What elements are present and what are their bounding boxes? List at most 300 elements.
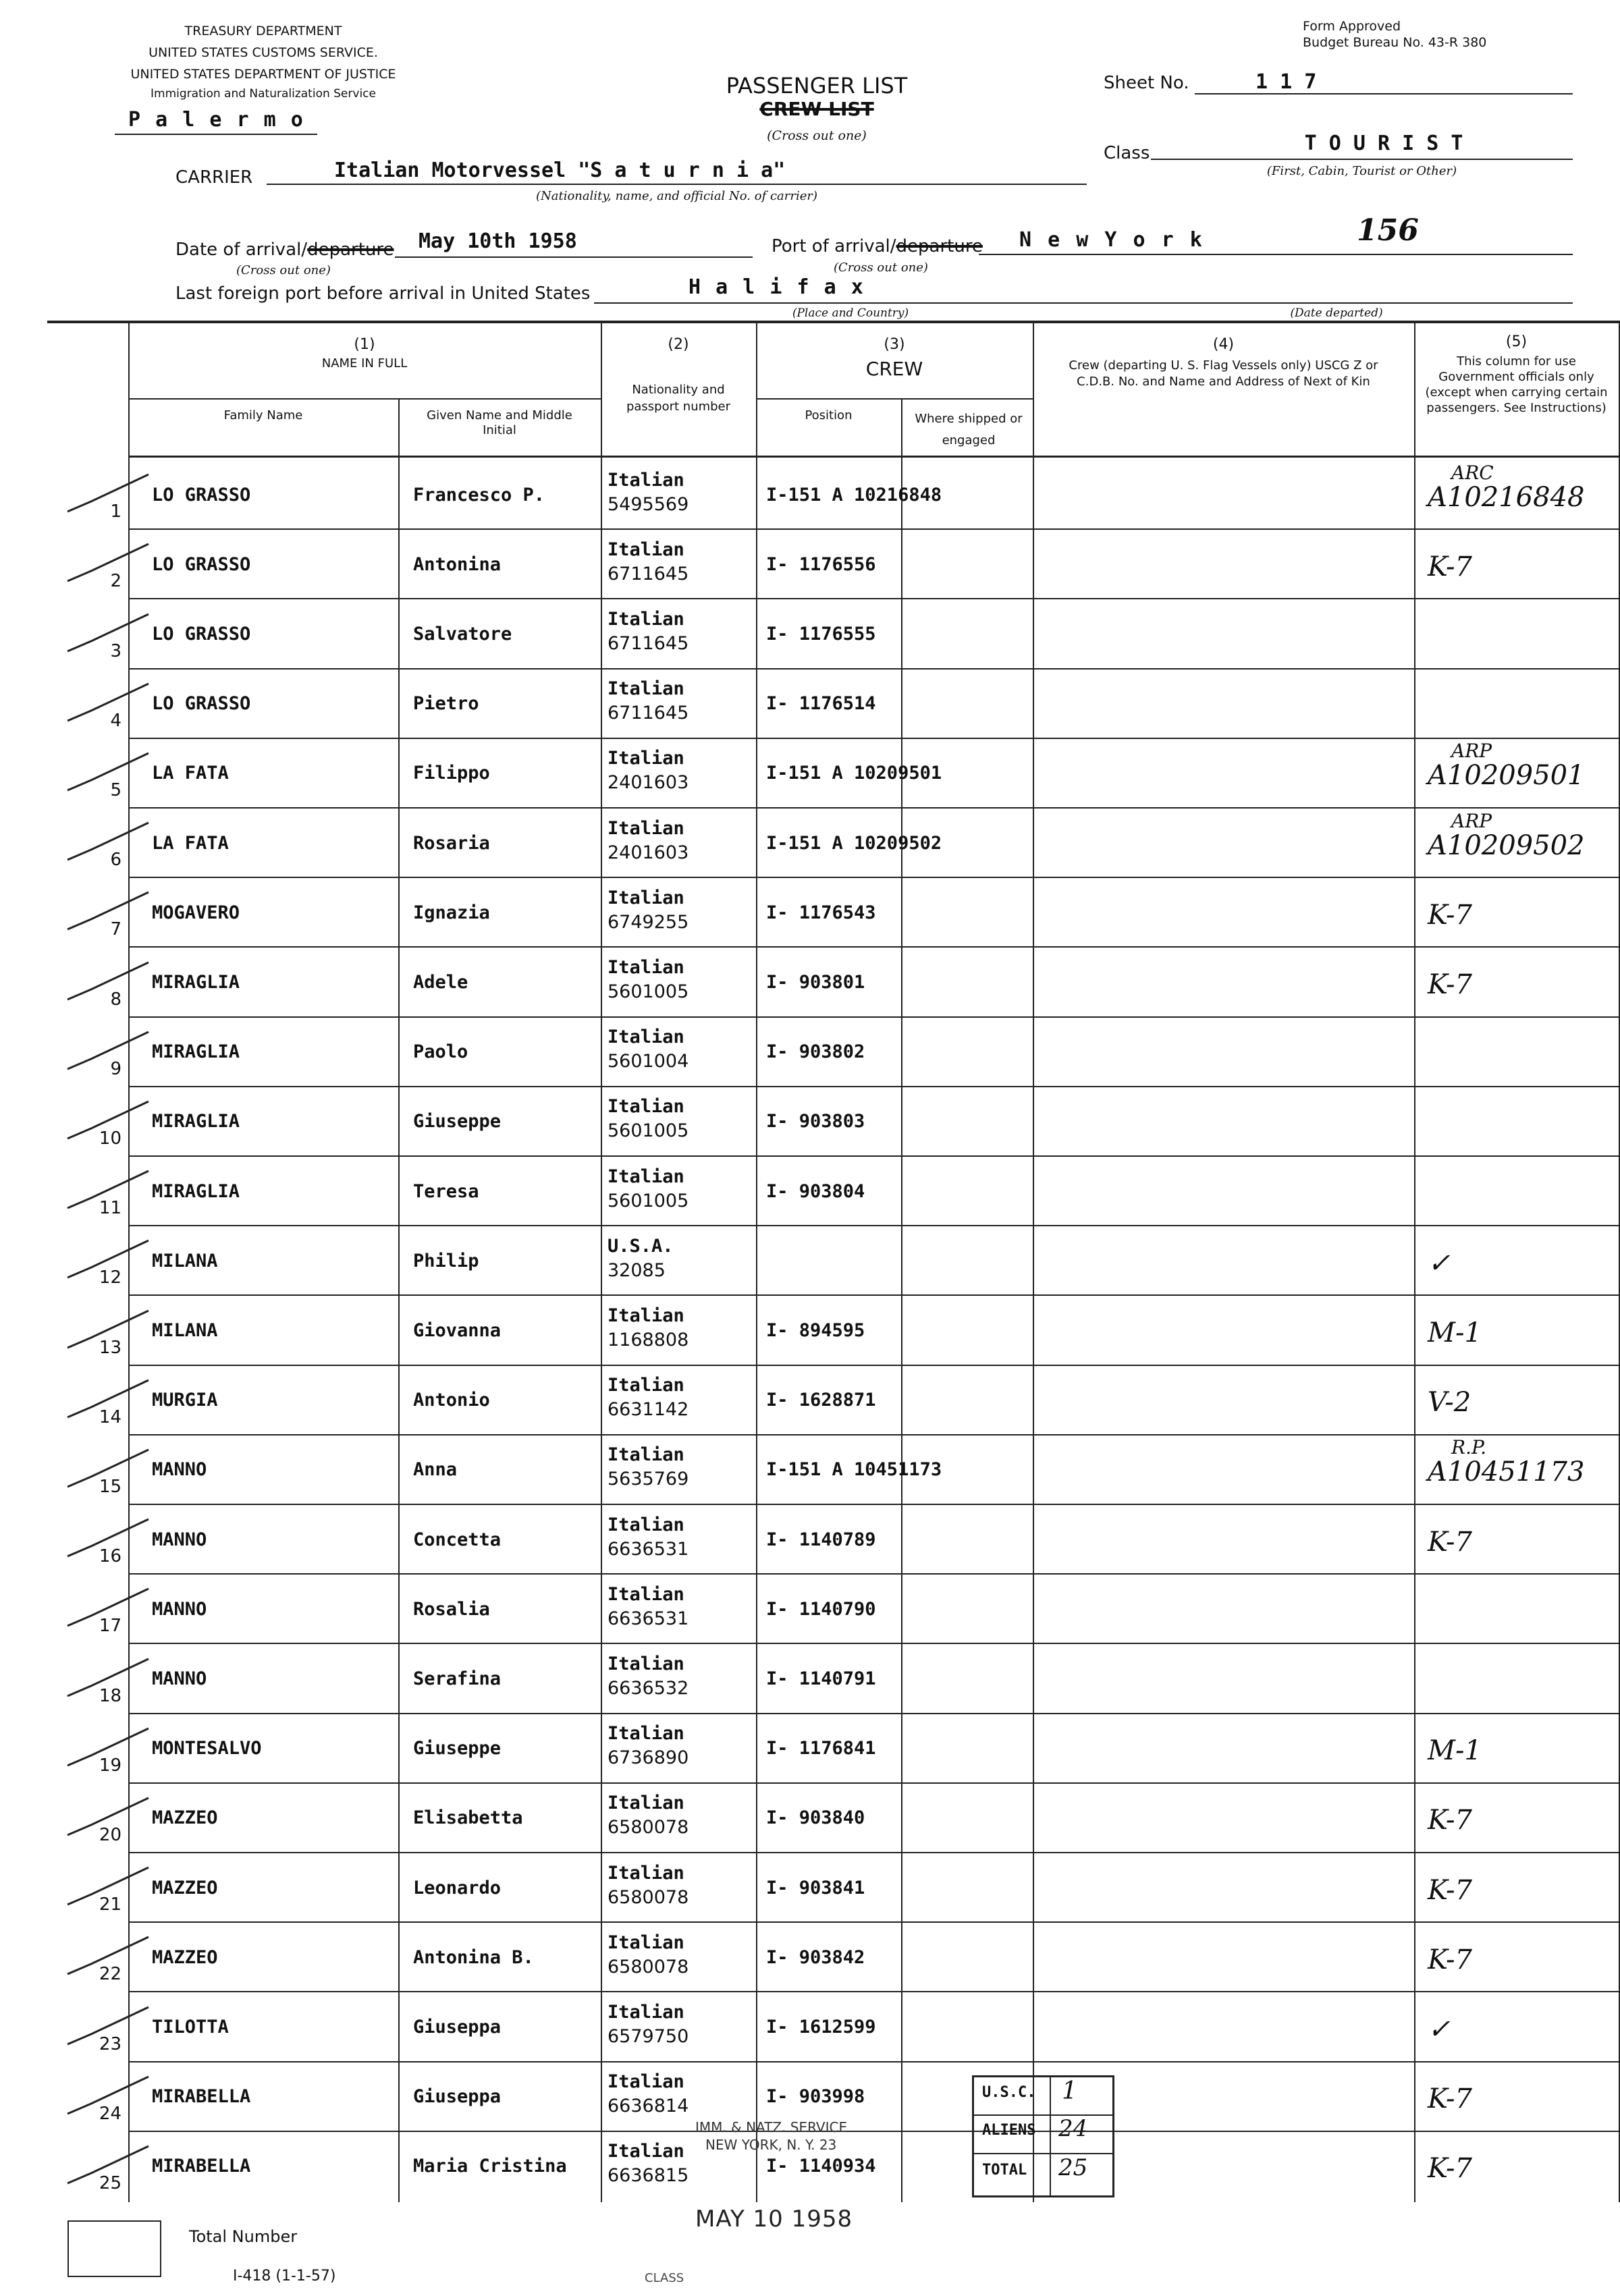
crew-position: I- 1176841 <box>766 1738 876 1759</box>
check-tick-icon <box>64 1795 152 1842</box>
passport-number: 6736890 <box>608 1747 689 1769</box>
nationality: Italian <box>608 956 684 978</box>
row-number: 24 <box>99 2103 122 2124</box>
check-tick-icon <box>64 2073 152 2121</box>
gov-annotation: M-1 <box>1428 1317 1482 1348</box>
row-number: 5 <box>110 780 122 800</box>
agency-block <box>81 20 446 103</box>
check-tick-icon <box>64 2004 152 2051</box>
gov-annotation: K-7 <box>1428 1805 1472 1836</box>
crew-position: I-151 A 10209502 <box>766 832 942 854</box>
given-name: Maria Cristina <box>413 2156 567 2177</box>
family-name: LO GRASSO <box>152 484 251 505</box>
row-divider <box>128 1782 1620 1784</box>
table-row <box>0 1782 1620 1852</box>
gov-annotation: K-7 <box>1428 551 1472 582</box>
row-number: 1 <box>110 501 122 522</box>
given-name: Philip <box>413 1250 479 1272</box>
nationality: Italian <box>608 1514 684 1535</box>
check-tick-icon <box>64 819 152 867</box>
passport-number: 5601005 <box>608 981 689 1002</box>
crew-position: I- 1140790 <box>766 1598 876 1620</box>
row-divider <box>128 1852 1620 1853</box>
port-label-struck: departure <box>896 236 983 256</box>
col2-number: (2) <box>668 336 689 353</box>
agency-line-4: Immigration and Naturalization Service <box>151 87 376 101</box>
sheet-underline <box>1195 93 1573 94</box>
form-number: I-418 (1-1-57) <box>233 2268 336 2285</box>
check-tick-icon <box>64 1725 152 1772</box>
col1-title: NAME IN FULL <box>321 356 408 371</box>
imm-service-stamp: IMM. & NATZ. SERVICE <box>695 2119 848 2135</box>
check-tick-icon <box>64 1029 152 1076</box>
check-tick-icon <box>64 1864 152 1911</box>
given-name: Giuseppa <box>413 2086 502 2108</box>
passport-number: 2401603 <box>608 842 689 863</box>
given-name: Giuseppa <box>413 2016 502 2038</box>
given-name: Adele <box>413 971 468 993</box>
row-number: 20 <box>99 1824 122 1845</box>
nationality: Italian <box>608 1027 684 1048</box>
passport-number: 5601005 <box>608 1190 689 1211</box>
table-top-border <box>47 321 1620 323</box>
check-tick-icon <box>64 959 152 1006</box>
col1-number: (1) <box>354 336 375 353</box>
given-name: Salvatore <box>413 623 512 645</box>
nationality: Italian <box>608 2141 684 2162</box>
check-tick-icon <box>64 1446 152 1494</box>
date-label-text: Date of arrival/ <box>176 240 308 260</box>
col5-number: (5) <box>1505 333 1528 350</box>
passport-number: 6636531 <box>608 1538 689 1560</box>
row-number: 21 <box>99 1894 122 1915</box>
row-number: 15 <box>99 1476 122 1497</box>
crew-position: I- 903841 <box>766 1877 865 1898</box>
tally-aliens-value: 24 <box>1058 2115 1088 2142</box>
nationality: Italian <box>608 1375 684 1396</box>
given-name: Leonardo <box>413 1877 502 1898</box>
row-divider <box>128 1086 1620 1087</box>
row-number: 11 <box>99 1198 122 1219</box>
given-name: Filippo <box>413 763 490 784</box>
nationality: Italian <box>608 1166 684 1187</box>
family-name: LO GRASSO <box>152 693 251 715</box>
family-name: MAZZEO <box>152 1807 218 1829</box>
crew-position: I- 1628871 <box>766 1390 876 1411</box>
class-value: T O U R I S T <box>1304 132 1463 155</box>
gov-annotation: ✓ <box>1428 1247 1451 1279</box>
table-row <box>0 1294 1620 1364</box>
row-divider <box>128 1921 1620 1923</box>
nationality: Italian <box>608 1932 684 1953</box>
form-approved: Form Approved <box>1303 19 1401 34</box>
family-name: MILANA <box>152 1250 218 1272</box>
passport-number: 6749255 <box>608 911 689 933</box>
col4-number: (4) <box>1212 336 1235 353</box>
family-name: LA FATA <box>152 832 229 854</box>
family-name: MANNO <box>152 1529 207 1550</box>
crew-position: I- 903802 <box>766 1041 865 1063</box>
check-tick-icon <box>64 1098 152 1145</box>
crew-position: I- 1612599 <box>766 2016 876 2038</box>
row-number: 4 <box>110 710 122 731</box>
given-name: Francesco P. <box>413 484 545 505</box>
table-row <box>0 1434 1620 1504</box>
check-tick-icon <box>64 2143 152 2190</box>
row-number: 6 <box>110 850 122 871</box>
gov-annotation: M-1 <box>1428 1735 1482 1767</box>
row-divider <box>128 2131 1620 2132</box>
passport-number: 2401603 <box>608 772 689 794</box>
family-name: MONTESALVO <box>152 1738 262 1759</box>
family-name: MILANA <box>152 1319 218 1341</box>
passport-number: 6636814 <box>608 2096 689 2117</box>
port-label <box>772 236 983 256</box>
passport-number: 6580078 <box>608 1886 689 1908</box>
gov-annotation: K-7 <box>1428 2083 1472 2115</box>
nationality: Italian <box>608 469 684 491</box>
handwritten-number: 156 <box>1357 213 1419 248</box>
table-row <box>0 668 1620 738</box>
header-bottom-line <box>128 456 1620 458</box>
check-tick-icon <box>64 1168 152 1215</box>
check-tick-icon <box>64 541 152 588</box>
crew-position: I- 1140789 <box>766 1529 876 1550</box>
gov-annotation-top: R.P. <box>1451 1436 1487 1459</box>
check-tick-icon <box>64 471 152 518</box>
date-underline <box>395 256 753 258</box>
crew-position: I- 1140791 <box>766 1668 876 1689</box>
table-row <box>0 1365 1620 1434</box>
row-number: 7 <box>110 919 122 940</box>
crew-position: I- 903804 <box>766 1180 865 1202</box>
nationality: Italian <box>608 1653 684 1674</box>
table-row <box>0 1016 1620 1086</box>
given-name: Antonina <box>413 553 502 575</box>
row-divider <box>128 807 1620 809</box>
passport-number: 6636532 <box>608 1677 689 1699</box>
given-name: Ignazia <box>413 902 490 923</box>
row-divider <box>128 877 1620 878</box>
col3-title: CREW <box>865 358 923 380</box>
passport-number: 1168808 <box>608 1329 689 1350</box>
crew-position: I- 894595 <box>766 1319 865 1341</box>
gov-annotation: K-7 <box>1428 2153 1472 2185</box>
class-underline <box>1151 159 1573 160</box>
check-tick-icon <box>64 611 152 658</box>
check-tick-icon <box>64 1656 152 1703</box>
port-underline <box>979 254 1573 255</box>
row-divider <box>128 598 1620 599</box>
agency-line-2: UNITED STATES CUSTOMS SERVICE. <box>148 45 378 60</box>
crew-position: I- 1176555 <box>766 623 876 645</box>
crew-position: I- 1176514 <box>766 693 876 715</box>
given-name: Concetta <box>413 1529 502 1550</box>
class-label: Class <box>1104 143 1150 163</box>
origin-stamp: P a l e r m o <box>128 108 304 132</box>
nationality: Italian <box>608 1444 684 1466</box>
col2-title: Nationality and passport number <box>626 383 731 414</box>
given-name: Teresa <box>413 1180 479 1202</box>
crew-position: I- 1140934 <box>766 2156 876 2177</box>
row-divider <box>128 1643 1620 1644</box>
family-name: LO GRASSO <box>152 623 251 645</box>
agency-line-3: UNITED STATES DEPARTMENT OF JUSTICE <box>130 67 396 82</box>
family-name: LO GRASSO <box>152 553 251 575</box>
given-name: Paolo <box>413 1041 468 1063</box>
class-hint: (First, Cabin, Tourist or Other) <box>1266 164 1457 178</box>
col5-title: This column for use Government officials only (except when carrying certain passengers. See Instructions) <box>1425 354 1608 415</box>
total-number-box <box>68 2220 161 2277</box>
gov-annotation: A10216848 <box>1428 481 1585 513</box>
given-name: Antonina B. <box>413 1946 534 1968</box>
family-name: MIRABELLA <box>152 2086 251 2108</box>
given-name: Serafina <box>413 1668 502 1689</box>
col1-given: Given Name and Middle Initial <box>427 408 572 437</box>
given-name: Elisabetta <box>413 1807 523 1829</box>
family-name: MURGIA <box>152 1390 218 1411</box>
sheet-value: 1 1 7 <box>1256 70 1317 94</box>
passport-number: 6711645 <box>608 703 689 724</box>
family-name: MANNO <box>152 1459 207 1481</box>
crew-position: I- 1176543 <box>766 902 876 923</box>
row-number: 25 <box>99 2172 122 2193</box>
footer-class-label: CLASS <box>645 2271 684 2285</box>
origin-underline <box>115 134 317 135</box>
name-subheader-line <box>128 398 601 400</box>
date-label-struck: departure <box>307 240 394 260</box>
table-row <box>0 1504 1620 1573</box>
check-tick-icon <box>64 889 152 936</box>
imm-city-stamp: NEW YORK, N. Y. 23 <box>705 2137 837 2153</box>
nationality: Italian <box>608 608 684 630</box>
row-divider <box>128 946 1620 948</box>
given-name: Pietro <box>413 693 479 715</box>
row-divider <box>128 1504 1620 1505</box>
table-row <box>0 946 1620 1016</box>
col1-family: Family Name <box>223 408 303 422</box>
row-number: 17 <box>99 1616 122 1637</box>
total-number-label: Total Number <box>189 2227 298 2246</box>
passport-number: 6636531 <box>608 1608 689 1629</box>
crew-position: I-151 A 10451173 <box>766 1459 942 1481</box>
crew-position: I-151 A 10216848 <box>766 484 942 505</box>
nationality: Italian <box>608 539 684 560</box>
row-divider <box>128 1991 1620 1992</box>
nationality: Italian <box>608 1583 684 1605</box>
port-value: N e w Y o r k <box>1019 228 1204 252</box>
gov-annotation: K-7 <box>1428 899 1472 931</box>
row-divider <box>128 1225 1620 1226</box>
table-row <box>0 528 1620 598</box>
table-row <box>0 598 1620 667</box>
family-name: LA FATA <box>152 763 229 784</box>
tally-line-1 <box>974 2114 1112 2116</box>
passport-number: 32085 <box>608 1259 666 1281</box>
tally-divider <box>1050 2077 1051 2195</box>
port-label-text: Port of arrival/ <box>772 236 896 256</box>
family-name: MANNO <box>152 1598 207 1620</box>
nationality: Italian <box>608 1096 684 1118</box>
nationality: Italian <box>608 1305 684 1326</box>
port-hint: (Cross out one) <box>834 261 928 275</box>
table-row <box>0 1991 1620 2060</box>
carrier-underline <box>267 184 1087 185</box>
given-name: Rosalia <box>413 1598 490 1620</box>
family-name: TILOTTA <box>152 2016 229 2038</box>
row-number: 3 <box>110 640 122 661</box>
passport-number: 5635769 <box>608 1469 689 1490</box>
table-row <box>0 1852 1620 1921</box>
nationality: U.S.A. <box>608 1235 674 1257</box>
last-port-label: Last foreign port before arrival in United States <box>176 283 591 304</box>
row-number: 23 <box>99 2033 122 2054</box>
row-divider <box>128 1573 1620 1575</box>
tally-stamp <box>972 2075 1114 2197</box>
family-name: MIRAGLIA <box>152 1111 240 1132</box>
passport-number: 5495569 <box>608 493 689 515</box>
table-row <box>0 1921 1620 1991</box>
nationality: Italian <box>608 817 684 839</box>
table-row <box>0 738 1620 807</box>
nationality: Italian <box>608 2001 684 2023</box>
check-tick-icon <box>64 750 152 797</box>
gov-annotation-top: ARP <box>1451 809 1492 832</box>
table-row <box>0 1573 1620 1643</box>
passport-number: 6711645 <box>608 563 689 584</box>
row-number: 12 <box>99 1267 122 1288</box>
crew-position: I- 1176556 <box>766 553 876 575</box>
given-name: Antonio <box>413 1390 490 1411</box>
nationality: Italian <box>608 678 684 700</box>
tally-total-value: 25 <box>1058 2154 1088 2181</box>
check-tick-icon <box>64 1585 152 1633</box>
passport-number: 6580078 <box>608 1817 689 1838</box>
table-row <box>0 1713 1620 1782</box>
table-row <box>0 1225 1620 1294</box>
title-cross-out-note: (Cross out one) <box>767 128 867 143</box>
given-name: Giovanna <box>413 1319 502 1341</box>
last-port-underline <box>594 302 1573 304</box>
col3-number: (3) <box>884 336 905 353</box>
row-divider <box>128 668 1620 669</box>
family-name: MOGAVERO <box>152 902 240 923</box>
row-number: 13 <box>99 1337 122 1358</box>
tally-usc-label: U.S.C. <box>982 2084 1036 2101</box>
row-number: 9 <box>110 1058 122 1079</box>
form-title-struck: CREW LIST <box>759 98 874 120</box>
table-row <box>0 1155 1620 1225</box>
crew-position: I-151 A 10209501 <box>766 763 942 784</box>
carrier-label: CARRIER <box>176 167 253 188</box>
row-divider <box>128 1155 1620 1157</box>
row-number: 19 <box>99 1755 122 1776</box>
row-number: 8 <box>110 989 122 1010</box>
passport-number: 6636815 <box>608 2165 689 2187</box>
row-number: 18 <box>99 1685 122 1706</box>
last-port-value: H a l i f a x <box>688 275 865 299</box>
passport-number: 6579750 <box>608 2025 689 2047</box>
budget-bureau: Budget Bureau No. 43-R 380 <box>1303 35 1487 50</box>
gov-annotation: V-2 <box>1428 1387 1472 1419</box>
date-departed-hint: (Date departed) <box>1290 306 1383 320</box>
row-number: 2 <box>110 571 122 592</box>
passport-number: 5601004 <box>608 1051 689 1072</box>
place-hint: (Place and Country) <box>792 306 909 320</box>
sheet-label: Sheet No. <box>1104 73 1189 93</box>
carrier-hint: (Nationality, name, and official No. of carrier) <box>535 189 818 203</box>
passport-number: 5601005 <box>608 1120 689 1142</box>
nationality: Italian <box>608 1793 684 1814</box>
col3-shipped: Where shipped or engaged <box>915 412 1023 447</box>
row-divider <box>128 1365 1620 1366</box>
family-name: MIRAGLIA <box>152 1041 240 1063</box>
row-divider <box>128 528 1620 530</box>
gov-annotation-top: ARP <box>1451 740 1492 763</box>
gov-annotation: K-7 <box>1428 968 1472 1000</box>
given-name: Rosaria <box>413 832 490 854</box>
table-row <box>0 459 1620 528</box>
crew-position: I- 903801 <box>766 971 865 993</box>
gov-annotation: K-7 <box>1428 1944 1472 1975</box>
tally-total-label: TOTAL <box>982 2162 1027 2179</box>
nationality: Italian <box>608 1723 684 1745</box>
row-divider <box>128 738 1620 739</box>
check-tick-icon <box>64 1307 152 1355</box>
row-divider <box>128 1434 1620 1436</box>
nationality: Italian <box>608 887 684 908</box>
row-number: 22 <box>99 1964 122 1985</box>
family-name: MANNO <box>152 1668 207 1689</box>
agency-line-1: TREASURY DEPARTMENT <box>184 24 342 38</box>
gov-annotation: K-7 <box>1428 1526 1472 1558</box>
given-name: Anna <box>413 1459 458 1481</box>
tally-usc-value: 1 <box>1062 2077 1077 2105</box>
table-row <box>0 1643 1620 1712</box>
crew-position: I- 903998 <box>766 2086 865 2108</box>
nationality: Italian <box>608 748 684 769</box>
crew-subheader-line <box>756 398 1033 400</box>
col3-position: Position <box>805 408 853 422</box>
gov-annotation-top: ARC <box>1451 461 1494 484</box>
check-tick-icon <box>64 1516 152 1563</box>
passport-number: 6631142 <box>608 1399 689 1421</box>
passport-number: 6711645 <box>608 632 689 654</box>
crew-position: I- 903842 <box>766 1946 865 1968</box>
row-number: 10 <box>99 1128 122 1149</box>
family-name: MIRAGLIA <box>152 1180 240 1202</box>
date-stamp: MAY 10 1958 <box>695 2206 853 2233</box>
passport-number: 6580078 <box>608 1956 689 1977</box>
crew-position: I- 903803 <box>766 1111 865 1132</box>
tally-aliens-label: ALIENS <box>982 2122 1036 2139</box>
gov-annotation: A10209502 <box>1428 829 1585 861</box>
crew-position: I- 903840 <box>766 1807 865 1829</box>
row-divider <box>128 1713 1620 1714</box>
gov-annotation: A10451173 <box>1428 1456 1585 1488</box>
nationality: Italian <box>608 2071 684 2093</box>
given-name: Giuseppe <box>413 1738 502 1759</box>
date-hint: (Cross out one) <box>236 263 331 277</box>
check-tick-icon <box>64 1934 152 1981</box>
carrier-value: Italian Motorvessel "S a t u r n i a" <box>334 159 786 182</box>
gov-annotation: A10209501 <box>1428 760 1585 792</box>
nationality: Italian <box>608 1862 684 1884</box>
table-row <box>0 877 1620 946</box>
given-name: Giuseppe <box>413 1111 502 1132</box>
row-number: 16 <box>99 1546 122 1567</box>
tally-line-2 <box>974 2153 1112 2154</box>
